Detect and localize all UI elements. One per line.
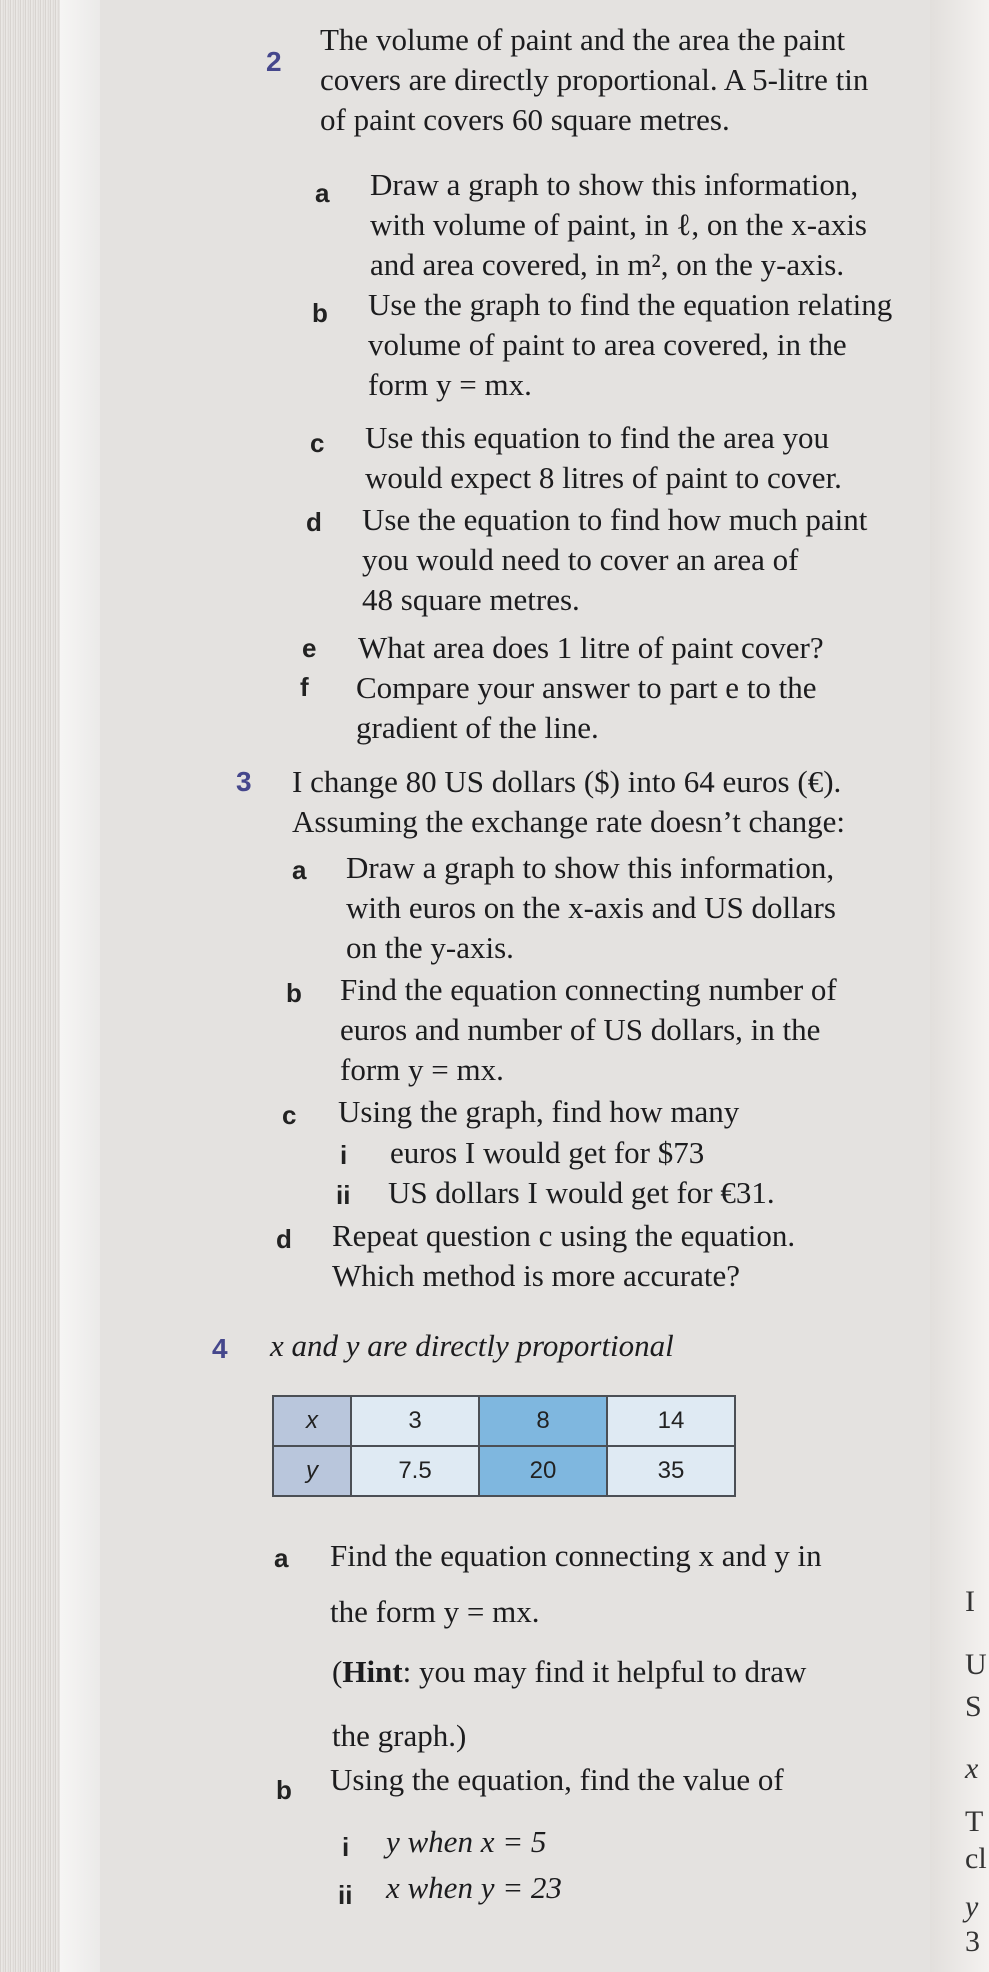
text-line: Repeat question c using the equation.	[332, 1218, 796, 1253]
part-label: a	[315, 178, 330, 208]
subpart-ii-text: US dollars I would get for €31.	[388, 1175, 775, 1210]
edge-letter: I	[965, 1585, 975, 1618]
text-line: with volume of paint, in ℓ, on the x-axis	[370, 207, 867, 242]
part-label: d	[306, 507, 322, 537]
subpart-i-text: euros I would get for $73	[390, 1135, 705, 1170]
subpart-i-text: y when x = 5	[386, 1824, 547, 1859]
part-b-text	[340, 970, 837, 1090]
edge-letter: cl	[965, 1842, 987, 1875]
text-line: What area does 1 litre of paint cover?	[358, 630, 824, 665]
table-cell: 3	[351, 1396, 479, 1446]
edge-letter: U	[965, 1648, 987, 1681]
text-line: form y = mx.	[368, 367, 532, 402]
part-label: c	[310, 428, 325, 458]
subpart-label: ii	[336, 1180, 351, 1210]
part-d-text	[362, 500, 867, 620]
hint-word: Hint	[342, 1654, 403, 1689]
part-e-text	[358, 628, 824, 668]
part-d-text	[332, 1216, 795, 1296]
part-label: d	[276, 1224, 292, 1254]
text-line: with euros on the x-axis and US dollars	[346, 890, 836, 925]
part-label: e	[302, 633, 317, 663]
edge-letter: S	[965, 1690, 982, 1723]
table-cell: 7.5	[351, 1446, 479, 1496]
table-cell: 20	[479, 1446, 607, 1496]
text-line: Use the graph to find the equation relating	[368, 287, 893, 322]
table-row	[273, 1446, 735, 1496]
text-line: gradient of the line.	[356, 710, 599, 745]
hint-line-2: the graph.)	[332, 1718, 467, 1753]
table-header-x: x	[273, 1396, 351, 1446]
part-label: a	[274, 1543, 289, 1573]
stem-line: covers are directly proportional. A 5-litre tin	[320, 62, 869, 97]
text-line: Find the equation connecting number of	[340, 972, 837, 1007]
book-page-edges	[0, 0, 60, 1972]
part-label: a	[292, 855, 307, 885]
part-c-text	[365, 418, 842, 498]
text-line: form y = mx.	[340, 1052, 504, 1087]
text-line: and area covered, in m², on the y-axis.	[370, 247, 845, 282]
text-line: Draw a graph to show this information,	[370, 167, 859, 202]
stem-line: Assuming the exchange rate doesn’t change:	[292, 804, 845, 839]
question-stem: x and y are directly proportional	[270, 1328, 674, 1363]
textbook-page	[150, 0, 950, 1972]
part-a-text	[346, 848, 836, 968]
table-cell: 35	[607, 1446, 735, 1496]
part-c-text	[338, 1092, 739, 1132]
text-line: Use the equation to find how much paint	[362, 502, 868, 537]
part-a-text	[330, 1528, 822, 1640]
text-line: Use this equation to find the area you	[365, 420, 830, 455]
part-b-text	[330, 1760, 784, 1800]
hint-line: (Hint: you may find it helpful to draw	[332, 1654, 807, 1689]
edge-letter: y	[965, 1890, 979, 1923]
part-label: c	[282, 1100, 297, 1130]
question-stem	[320, 20, 868, 140]
text-line: euros and number of US dollars, in the	[340, 1012, 821, 1047]
text-line: Compare your answer to part e to the	[356, 670, 817, 705]
text-line: Find the equation connecting x and y in	[330, 1538, 822, 1573]
part-b-text	[368, 285, 892, 405]
page-margin	[60, 0, 100, 1972]
text-line: Using the graph, find how many	[338, 1094, 740, 1129]
subpart-label: ii	[338, 1880, 353, 1910]
part-f-text	[356, 668, 817, 748]
hint-rest: : you may find it helpful to draw	[402, 1654, 807, 1689]
table-header-y: y	[273, 1446, 351, 1496]
text-line: volume of paint to area covered, in the	[368, 327, 847, 362]
question-stem	[292, 762, 845, 842]
part-label: b	[312, 298, 328, 328]
text-line: Draw a graph to show this information,	[346, 850, 835, 885]
table-cell: 8	[479, 1396, 607, 1446]
question-number: 3	[236, 766, 252, 797]
subpart-label: i	[342, 1832, 350, 1862]
text-line: Which method is more accurate?	[332, 1258, 740, 1293]
part-a-text	[370, 165, 867, 285]
text-line: on the y-axis.	[346, 930, 514, 965]
edge-letter: T	[965, 1805, 984, 1838]
part-label: b	[276, 1775, 292, 1805]
table-row	[273, 1396, 735, 1446]
text-line: Using the equation, find the value of	[330, 1762, 784, 1797]
text-line: would expect 8 litres of paint to cover.	[365, 460, 842, 495]
part-label: b	[286, 978, 302, 1008]
table-cell: 14	[607, 1396, 735, 1446]
text-line: the form y = mx.	[330, 1594, 540, 1629]
edge-letter: x	[965, 1752, 979, 1785]
question-number: 4	[212, 1333, 228, 1364]
proportion-table	[272, 1395, 736, 1497]
stem-line: The volume of paint and the area the paint	[320, 22, 846, 57]
subpart-ii-text: x when y = 23	[386, 1870, 562, 1905]
part-label: f	[300, 672, 309, 702]
question-number: 2	[266, 46, 282, 77]
stem-line: I change 80 US dollars ($) into 64 euros (€).	[292, 764, 842, 799]
subpart-label: i	[340, 1140, 348, 1170]
text-line: 48 square metres.	[362, 582, 580, 617]
stem-line: of paint covers 60 square metres.	[320, 102, 730, 137]
edge-letter: 3	[965, 1925, 980, 1958]
text-line: you would need to cover an area of	[362, 542, 799, 577]
hint-text	[332, 1640, 806, 1768]
